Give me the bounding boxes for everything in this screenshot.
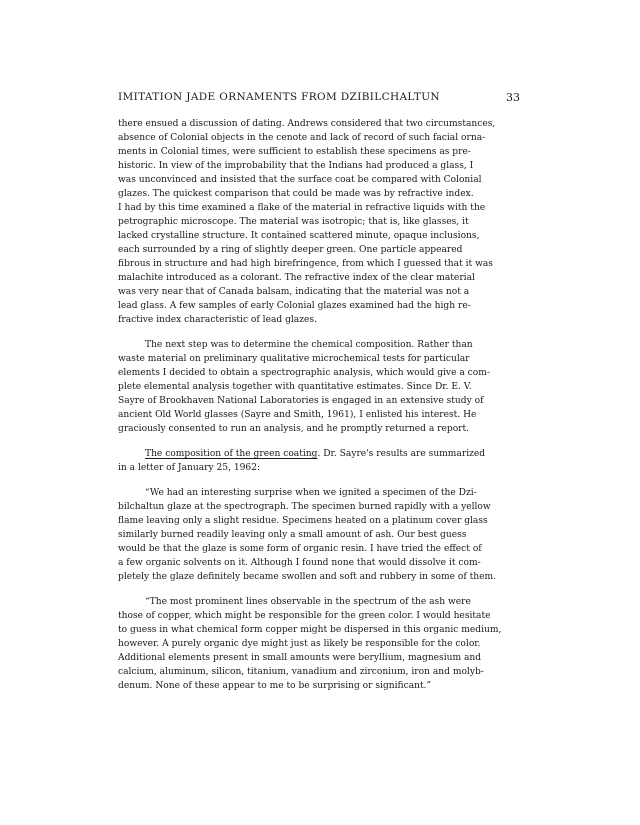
text-line: each surrounded by a ring of slightly deeper green. One particle appeared <box>118 245 463 255</box>
paragraph-spacer <box>118 584 523 595</box>
text-line: The next step was to determine the chemical composition. Rather than <box>145 340 473 350</box>
paragraph-spacer <box>118 327 523 338</box>
text-line: elements I decided to obtain a spectrographic analysis, which would give a com- <box>118 368 490 378</box>
text-line: denum. None of these appear to me to be surprising or significant.” <box>118 681 432 691</box>
text-line: lacked crystalline structure. It contained scattered minute, opaque inclusions, <box>118 231 480 241</box>
paragraph-dating-discussion <box>118 117 523 327</box>
section-heading: The composition of the green coating <box>145 449 318 459</box>
text-line: flame leaving only a slight residue. Specimens heated on a platinum cover glass <box>118 516 488 526</box>
text-line: absence of Colonial objects in the cenote and lack of record of such facial orna- <box>118 133 486 143</box>
text-line: there ensued a discussion of dating. Andrews considered that two circumstances, <box>118 119 496 129</box>
text-line: glazes. The quickest comparison that could be made was by refractive index. <box>118 189 474 199</box>
text-line: pletely the glaze definitely became swollen and soft and rubbery in some of them. <box>118 572 497 582</box>
text-line: would be that the glaze is some form of organic resin. I have tried the effect of <box>118 544 482 554</box>
text-line: historic. In view of the improbability that the Indians had produced a glass, I <box>118 161 474 171</box>
heading-continuation: . Dr. Sayre's results are summarized <box>317 449 486 459</box>
text-line: “We had an interesting surprise when we ignited a specimen of the Dzi- <box>145 488 477 498</box>
page-header <box>118 91 520 107</box>
text-line: Sayre of Brookhaven National Laboratories is engaged in an extensive study of <box>118 396 484 406</box>
paragraph-spacer <box>118 436 523 447</box>
text-line: waste material on preliminary qualitative microchemical tests for particular <box>118 354 470 364</box>
text-line: was very near that of Canada balsam, indicating that the material was not a <box>118 287 470 297</box>
quoted-paragraph-ignition <box>118 486 523 584</box>
paragraph-chemical-composition <box>118 338 523 436</box>
running-head: IMITATION JADE ORNAMENTS FROM DZIBILCHALTUN <box>118 91 440 103</box>
text-line: calcium, aluminum, silicon, titanium, vanadium and zirconium, iron and molyb- <box>118 667 484 677</box>
paragraph-spacer <box>118 475 523 486</box>
text-line: similarly burned readily leaving only a small amount of ash. Our best guess <box>118 530 467 540</box>
text-line: ancient Old World glasses (Sayre and Smith, 1961), I enlisted his interest. He <box>118 410 477 420</box>
text-line: ments in Colonial times, were sufficient to establish these specimens as pre- <box>118 147 471 157</box>
text-line: fibrous in structure and had high birefringence, from which I guessed that it was <box>118 259 493 269</box>
paragraph-green-coating <box>118 447 523 475</box>
text-line: “The most prominent lines observable in the spectrum of the ash were <box>145 597 471 607</box>
text-line: however. A purely organic dye might just as likely be responsible for the color. <box>118 639 481 649</box>
text-line: I had by this time examined a flake of the material in refractive liquids with the <box>118 203 486 213</box>
text-line: petrographic microscope. The material was isotropic; that is, like glasses, it <box>118 217 469 227</box>
text-line: to guess in what chemical form copper might be dispersed in this organic medium, <box>118 625 502 635</box>
text-line: fractive index characteristic of lead glazes. <box>118 315 317 325</box>
text-line: lead glass. A few samples of early Colonial glazes examined had the high re- <box>118 301 471 311</box>
body-text <box>118 117 523 693</box>
text-line <box>118 447 523 461</box>
text-line: in a letter of January 25, 1962: <box>118 463 261 473</box>
text-line: Additional elements present in small amounts were beryllium, magnesium and <box>118 653 482 663</box>
quoted-paragraph-spectrum <box>118 595 523 693</box>
text-line: was unconvinced and insisted that the surface coat be compared with Colonial <box>118 175 482 185</box>
page-number: 33 <box>506 91 520 104</box>
text-line: plete elemental analysis together with quantitative estimates. Since Dr. E. V. <box>118 382 472 392</box>
text-line: graciously consented to run an analysis, and he promptly returned a report. <box>118 424 470 434</box>
text-line: bilchaltun glaze at the spectrograph. The specimen burned rapidly with a yellow <box>118 502 491 512</box>
text-line: malachite introduced as a colorant. The refractive index of the clear material <box>118 273 475 283</box>
text-line: those of copper, which might be responsible for the green color. I would hesitate <box>118 611 491 621</box>
text-line: a few organic solvents on it. Although I found none that would dissolve it com- <box>118 558 481 568</box>
